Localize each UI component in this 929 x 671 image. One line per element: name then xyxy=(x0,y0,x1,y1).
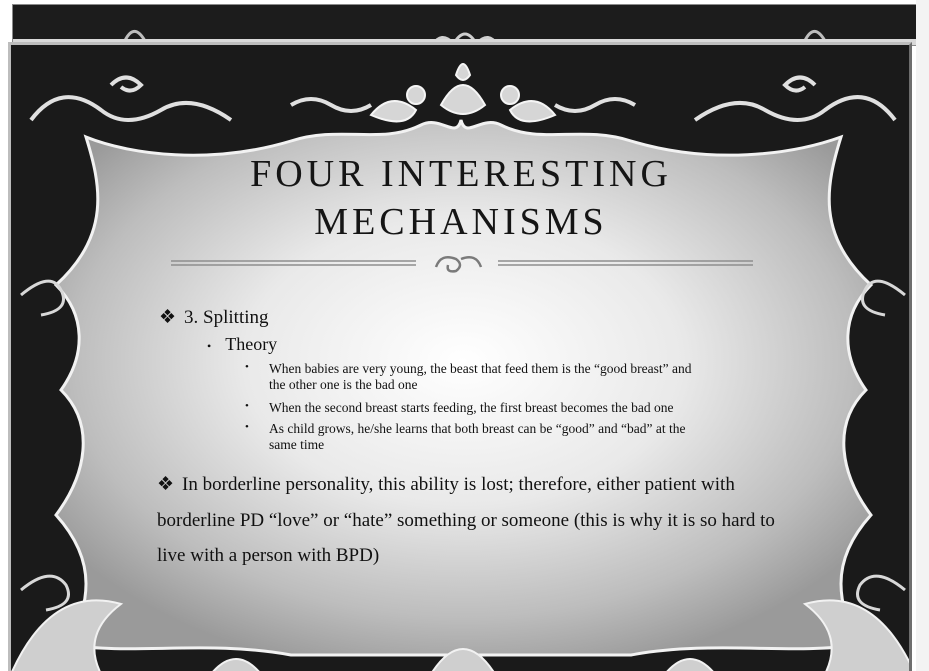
previous-slide-thumbnail[interactable] xyxy=(12,4,918,46)
ornament-decoration xyxy=(13,5,917,45)
sub-bullet-text: Theory xyxy=(225,334,278,354)
diamond-bullet-icon: ❖ xyxy=(157,474,175,495)
round-bullet-icon: • xyxy=(207,339,212,353)
point-line: same time xyxy=(269,437,325,452)
point-line: As child grows, he/she learns that both breast can be “good” and “bad” at the xyxy=(269,421,686,436)
slide[interactable] xyxy=(8,42,912,671)
diamond-bullet-icon: ❖ xyxy=(159,307,177,328)
bullet-item-borderline xyxy=(157,467,782,574)
paragraph-text: In borderline personality, this ability is lost; therefore, either patient with borderline PD “love” or “hate” something or someone (this is why it is so hard to live with a person with BPD) xyxy=(157,474,775,566)
point-line: When babies are very young, the beast that feed them is the “good breast” and xyxy=(269,361,692,376)
round-bullet-icon: • xyxy=(245,361,249,373)
bullet-item-splitting xyxy=(159,306,269,329)
title-line-1: FOUR INTERESTING xyxy=(250,153,672,195)
round-bullet-icon: • xyxy=(245,400,249,412)
point-text xyxy=(269,400,769,416)
slide-content xyxy=(11,45,912,671)
round-bullet-icon: • xyxy=(245,421,249,433)
sub-bullet-theory xyxy=(207,334,277,355)
point-text xyxy=(269,421,769,453)
bullet-text: 3. Splitting xyxy=(184,307,269,328)
point-text xyxy=(269,361,769,393)
scrollbar[interactable] xyxy=(916,0,929,671)
point-line: the other one is the bad one xyxy=(269,377,418,392)
title-line-2: MECHANISMS xyxy=(314,201,608,243)
point-line: When the second breast starts feeding, the first breast becomes the bad one xyxy=(269,400,674,415)
